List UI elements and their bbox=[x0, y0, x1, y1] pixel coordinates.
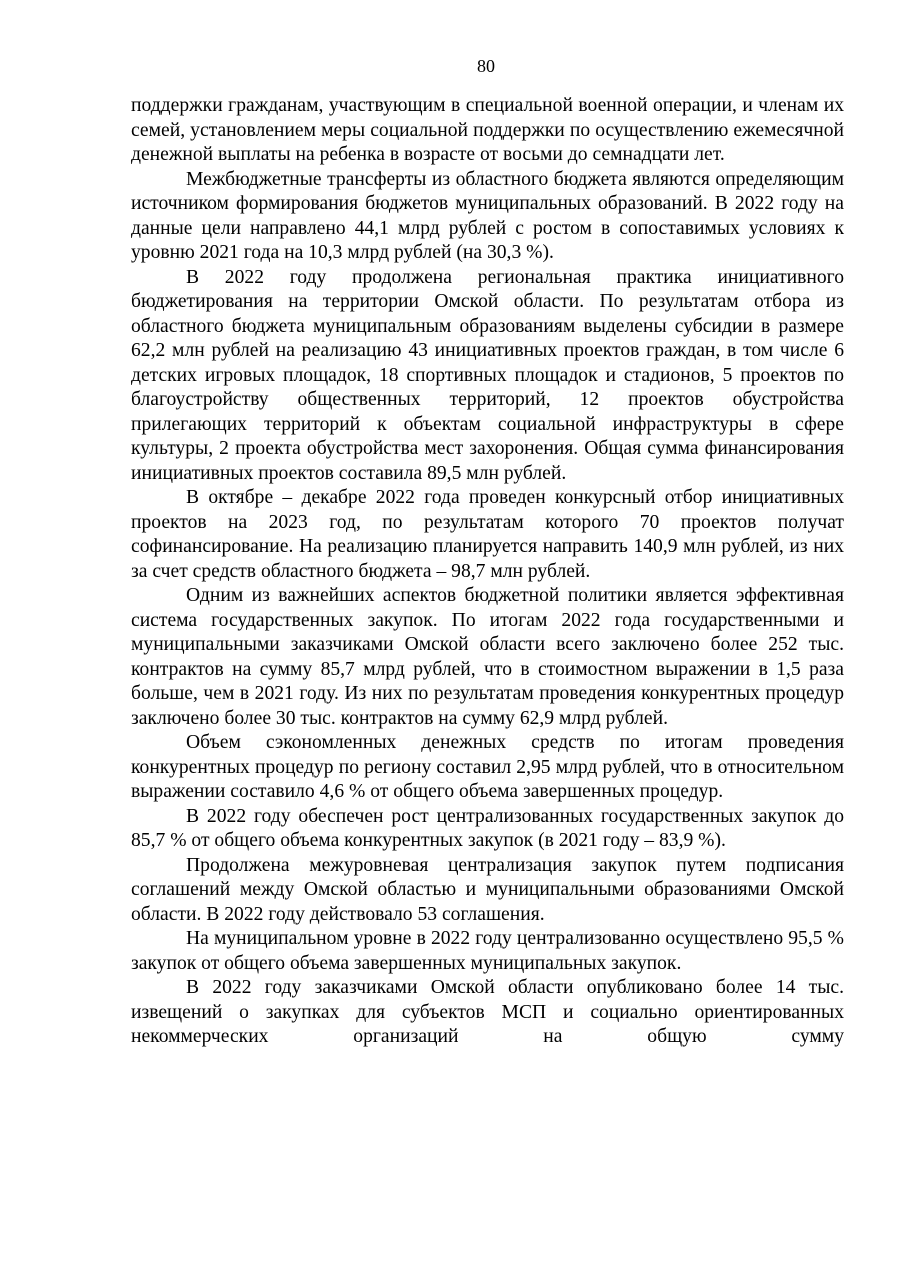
paragraph-continuation: поддержки гражданам, участвующим в специальной военной операции, и членам их семей, установлением меры социальной поддержки по осуществлению ежемесячной денежной выплаты на ребенка в возрасте от восьми до семнадцати лет. bbox=[131, 95, 844, 165]
paragraph-centralized-procurement: В 2022 году обеспечен рост централизованных государственных закупок до 85,7 % от общего объема конкурентных закупок (в 2021 году – 83,9 %). bbox=[131, 805, 844, 851]
paragraph-interlevel-centralization: Продолжена межуровневая централизация закупок путем подписания соглашений между Омской областью и муниципальными образованиями Омской области. В 2022 году действовало 53 соглашения. bbox=[131, 854, 844, 925]
paragraph-savings: Объем сэкономленных денежных средств по итогам проведения конкурентных процедур по региону составил 2,95 млрд рублей, что в относительном выражении составило 4,6 % от общего объема завершенных процедур. bbox=[131, 732, 844, 802]
page-number: 80 bbox=[477, 56, 495, 76]
paragraph-procurement-system: Одним из важнейших аспектов бюджетной политики является эффективная система государственных закупок. По итогам 2022 года государственными и муниципальными заказчиками Омской области всего заключено более 252 тыс. контрактов на сумму 85,7 млрд рублей, что в стоимостном выражении в 1,5 раза больше, чем в 2021 году. Из них по результатам проведения конкурентных процедур заключено более 30 тыс. контрактов на сумму 62,9 млрд рублей. bbox=[131, 585, 844, 729]
paragraph-interbudget-transfers: Межбюджетные трансферты из областного бюджета являются определяющим источником формирования бюджетов муниципальных образований. В 2022 году на данные цели направлено 44,1 млрд рублей с ростом в сопоставимых условиях к уровню 2021 года на 10,3 млрд рублей (на 30,3 %). bbox=[131, 168, 844, 263]
paragraph-sme-notices: В 2022 году заказчиками Омской области опубликовано более 14 тыс. извещений о закупках для субъектов МСП и социально ориентированных некоммерческих организаций на общую сумму bbox=[131, 977, 844, 1047]
paragraph-initiative-budgeting: В 2022 году продолжена региональная практика инициативного бюджетирования на территории Омской области. По результатам отбора из областного бюджета муниципальным образованиям выделены субсидии в размере 62,2 млн рублей на реализацию 43 инициативных проектов граждан, в том числе 6 детских игровых площадок, 18 спортивных площадок и стадионов, 5 проектов по благоустройству общественных территорий, 12 проектов обустройства прилегающих территорий к объектам социальной инфраструктуры в сфере культуры, 2 проекта обустройства мест захоронения. Общая сумма финансирования инициативных проектов составила 89,5 млн рублей. bbox=[131, 266, 844, 484]
paragraph-competitive-selection: В октябре – декабре 2022 года проведен конкурсный отбор инициативных проектов на 2023 год, по результатам которого 70 проектов получат софинансирование. На реализацию планируется направить 140,9 млн рублей, из них за счет средств областного бюджета – 98,7 млн рублей. bbox=[131, 487, 844, 582]
paragraph-municipal-level: На муниципальном уровне в 2022 году централизованно осуществлено 95,5 % закупок от общего объема завершенных муниципальных закупок. bbox=[131, 928, 844, 974]
document-body bbox=[131, 94, 844, 1050]
